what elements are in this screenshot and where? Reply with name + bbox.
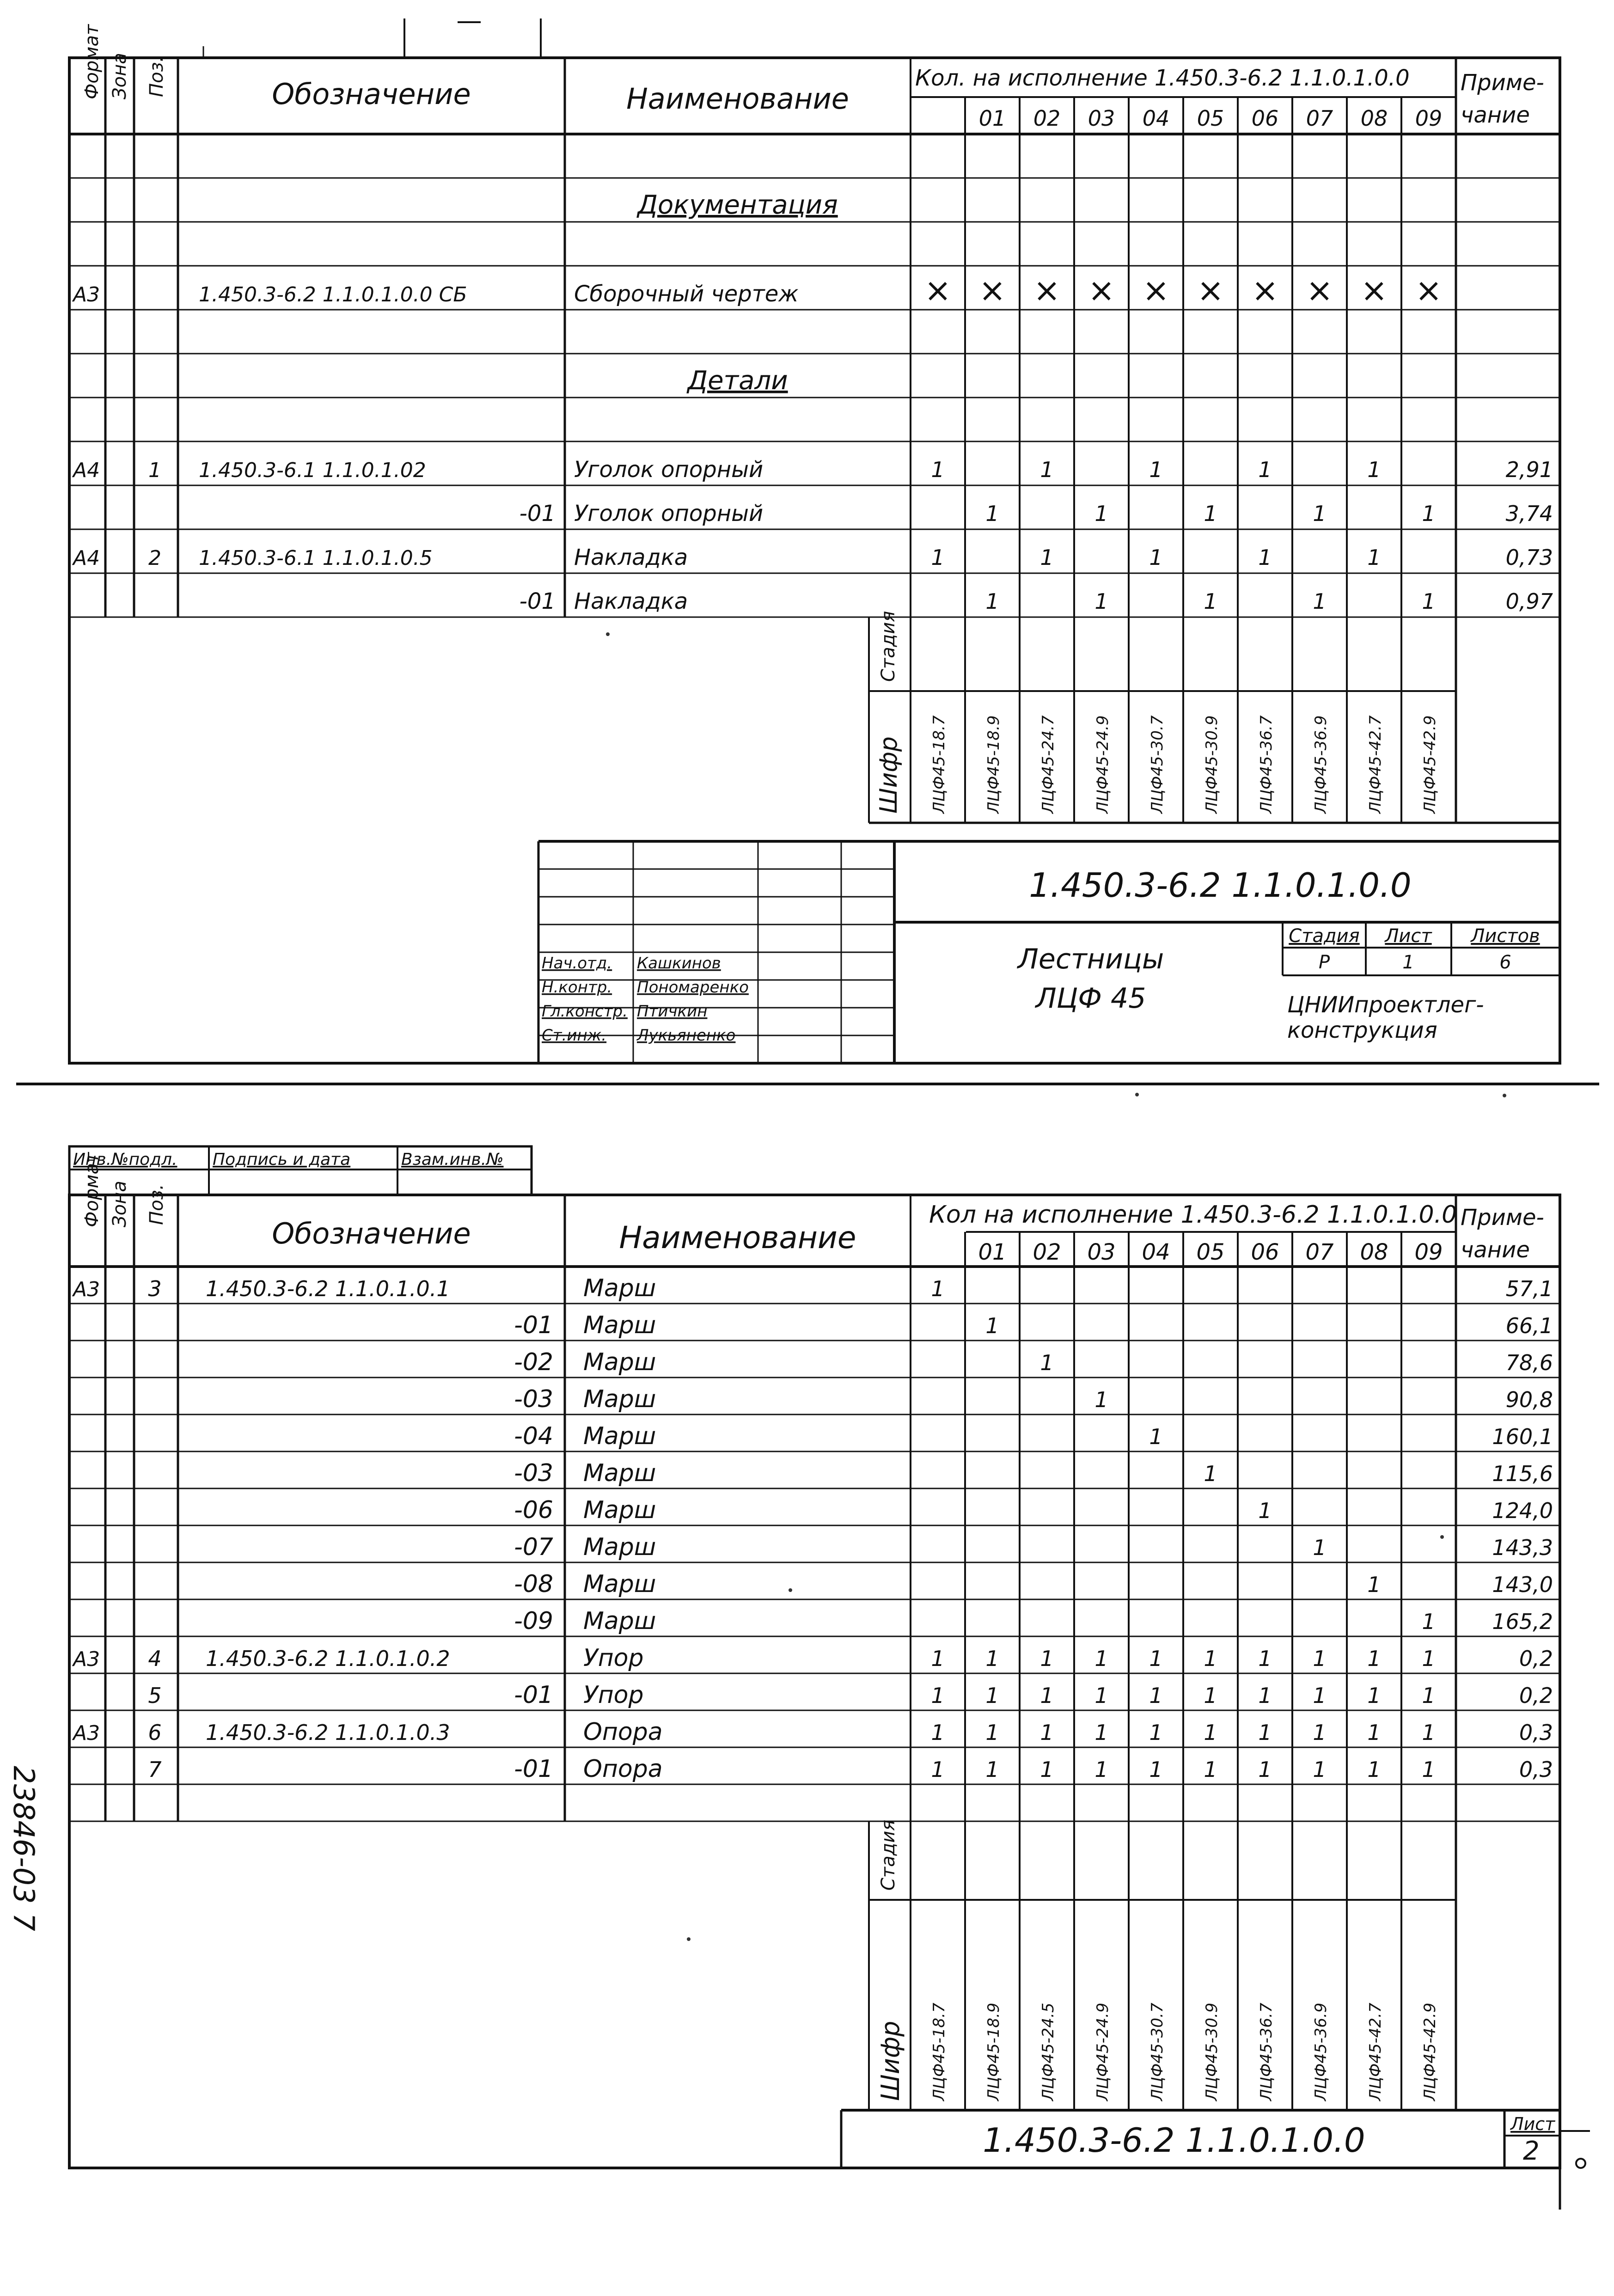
signature-role: Нач.отд. [542, 954, 612, 973]
row-name: Марш [583, 1496, 656, 1524]
header-name: Наименование [619, 1220, 856, 1255]
scan-speck [687, 1937, 691, 1941]
row-qty: 1 [1204, 1683, 1217, 1708]
row-qty: 1 [1422, 589, 1436, 614]
header-variant: 02 [1033, 1239, 1061, 1265]
header-note: чание [1461, 102, 1530, 128]
row-qty: 1 [1422, 1683, 1436, 1708]
signature-name: Птичкин [637, 1002, 708, 1021]
signature-name: Кашкинов [637, 954, 721, 973]
row-note: 143,3 [1492, 1535, 1553, 1560]
row-designation: -01 [519, 588, 556, 614]
row-qty: 1 [931, 457, 945, 482]
header-format: Формат [81, 1152, 103, 1227]
row-qty: 1 [1367, 457, 1381, 482]
header-zone: Зона [109, 1181, 130, 1227]
row-name: Марш [583, 1385, 656, 1413]
row-qty: 1 [1204, 1646, 1217, 1671]
cipher-value: ЛЦФ45-30.7 [1148, 2002, 1167, 2101]
row-designation: 1.450.3-6.2 1.1.0.1.0.2 [206, 1646, 450, 1671]
row-qty: 1 [931, 1276, 945, 1301]
cipher-value: ЛЦФ45-42.7 [1366, 2002, 1385, 2101]
row-qty: 1 [1040, 1683, 1054, 1708]
row-qty: 1 [1313, 1683, 1327, 1708]
row-qty: 1 [1149, 1646, 1163, 1671]
row-qty: 1 [1204, 1757, 1217, 1782]
row-designation: 1.450.3-6.2 1.1.0.1.0.1 [206, 1276, 450, 1301]
row-qty: 1 [1422, 1609, 1436, 1634]
row-qty: 1 [1204, 1720, 1217, 1745]
cipher-label: Шифр [876, 2020, 905, 2101]
row-qty: 1 [1422, 501, 1436, 526]
row-qty: 1 [1258, 1646, 1272, 1671]
row-qty: × [1306, 271, 1333, 309]
header-qty-title: Кол. на исполнение 1.450.3-6.2 1.1.0.1.0.0 [915, 65, 1410, 91]
row-qty: 1 [1094, 589, 1108, 614]
row-pos: 1 [148, 459, 161, 482]
cipher-value: ЛЦФ45-30.7 [1148, 715, 1167, 814]
row-name: Марш [583, 1348, 656, 1376]
inv-orig-label: Инв.№подл. [73, 1150, 177, 1169]
header-variant: 09 [1415, 106, 1443, 131]
sheet-header: Лист [1385, 925, 1432, 947]
row-qty: 1 [1040, 1720, 1054, 1745]
row-qty: 1 [1149, 1424, 1163, 1449]
org-line1: ЦНИИпроектлег- [1287, 992, 1484, 1018]
row-note: 143,0 [1492, 1572, 1553, 1597]
row-name: Марш [583, 1459, 656, 1487]
row-note: 124,0 [1492, 1498, 1553, 1523]
scan-speck [789, 1588, 792, 1592]
scan-speck [1503, 1094, 1506, 1097]
header-zone: Зона [109, 53, 130, 99]
row-qty: 1 [985, 1683, 999, 1708]
row-name: Марш [583, 1533, 656, 1561]
row-designation: -01 [519, 501, 556, 527]
cipher-value: ЛЦФ45-24.9 [1094, 2002, 1112, 2101]
cipher-value: ЛЦФ45-36.7 [1257, 2002, 1276, 2101]
signature-role: Гл.констр. [542, 1002, 628, 1021]
signature-role: Н.контр. [542, 978, 612, 997]
row-qty: 1 [1367, 1757, 1381, 1782]
cipher-value: ЛЦФ45-18.9 [984, 2002, 1003, 2101]
row-qty: 1 [931, 1683, 945, 1708]
row-designation: -01 [514, 1311, 553, 1339]
row-note: 0,2 [1519, 1646, 1553, 1671]
row-qty: 1 [1040, 1350, 1054, 1375]
scan-speck [606, 632, 610, 636]
row-qty: 1 [1094, 1683, 1108, 1708]
row-qty: 1 [1258, 1757, 1272, 1782]
row-format: А3 [73, 1721, 100, 1745]
row-name: Накладка [574, 545, 688, 570]
row-qty: × [1088, 271, 1115, 309]
sheet-label: Лист [1510, 2114, 1555, 2134]
row-qty: 1 [985, 1313, 999, 1338]
sign-date-label: Подпись и дата [213, 1150, 351, 1169]
header-variant: 03 [1087, 1239, 1116, 1265]
row-name: Упор [583, 1644, 644, 1672]
row-qty: 1 [931, 545, 945, 570]
cipher-value: ЛЦФ45-42.9 [1421, 2002, 1439, 2101]
row-note: 0,2 [1519, 1683, 1553, 1708]
row-qty: 1 [1040, 457, 1054, 482]
header-variant: 04 [1142, 106, 1170, 131]
row-name: Опора [583, 1718, 663, 1746]
header-variant: 05 [1196, 1239, 1225, 1265]
row-qty: 1 [1149, 1720, 1163, 1745]
row-qty: 1 [1040, 1646, 1054, 1671]
header-variant: 05 [1197, 106, 1224, 131]
row-qty: 1 [1040, 545, 1054, 570]
row-note: 0,97 [1505, 589, 1553, 614]
cipher-value: ЛЦФ45-36.7 [1257, 715, 1276, 814]
row-format: А4 [73, 459, 100, 482]
cipher-value: ЛЦФ45-18.7 [930, 2002, 948, 2101]
doc-number: 1.450.3-6.2 1.1.0.1.0.0 [983, 2121, 1365, 2160]
row-qty: 1 [1204, 501, 1217, 526]
row-qty: × [1415, 271, 1443, 309]
row-qty: 1 [1313, 501, 1327, 526]
header-variant: 08 [1360, 106, 1388, 131]
row-designation: 1.450.3-6.1 1.1.0.1.0.5 [199, 546, 433, 570]
header-name: Наименование [626, 82, 849, 116]
row-qty: 1 [1149, 1757, 1163, 1782]
row-qty: 1 [1422, 1646, 1436, 1671]
row-pos: 5 [148, 1683, 162, 1708]
row-qty: × [924, 271, 952, 309]
row-designation: 1.450.3-6.1 1.1.0.1.02 [199, 459, 426, 482]
row-qty: 1 [931, 1720, 945, 1745]
row-pos: 7 [148, 1757, 162, 1782]
header-variant: 01 [978, 1239, 1007, 1265]
stage-label: Стадия [878, 1819, 899, 1891]
row-qty: 1 [1313, 1646, 1327, 1671]
row-designation: -03 [514, 1459, 553, 1487]
row-qty: 1 [1422, 1757, 1436, 1782]
cipher-value: ЛЦФ45-36.9 [1312, 2002, 1330, 2101]
row-name: Марш [583, 1311, 656, 1339]
sheets-value: 6 [1499, 952, 1511, 973]
row-designation: -01 [514, 1755, 553, 1783]
row-note: 165,2 [1492, 1609, 1553, 1634]
header-note: чание [1461, 1237, 1530, 1263]
header-pos: Поз. [146, 56, 167, 97]
row-qty: × [1197, 271, 1224, 309]
row-note: 160,1 [1492, 1424, 1553, 1449]
row-pos: 4 [148, 1646, 162, 1671]
inv-subst-label: Взам.инв.№ [401, 1150, 504, 1169]
row-designation: -07 [514, 1533, 553, 1561]
header-variant: 01 [978, 106, 1006, 131]
header-variant: 04 [1142, 1239, 1170, 1265]
row-qty: 1 [1367, 1720, 1381, 1745]
row-qty: 1 [1258, 457, 1272, 482]
row-name: Сборочный чертеж [574, 281, 799, 307]
row-designation: -06 [514, 1496, 553, 1524]
row-qty: 1 [1204, 589, 1217, 614]
row-qty: 1 [1149, 1683, 1163, 1708]
row-qty: 1 [1313, 1757, 1327, 1782]
row-note: 66,1 [1505, 1313, 1553, 1338]
row-qty: 1 [985, 589, 999, 614]
row-qty: 1 [1422, 1720, 1436, 1745]
stage-value: Р [1318, 952, 1330, 973]
row-qty: 1 [1094, 1646, 1108, 1671]
margin-stamp: 23846-03 7 [7, 1766, 41, 1931]
row-note: 0,3 [1519, 1720, 1553, 1745]
header-variant: 03 [1088, 106, 1115, 131]
row-designation: -04 [514, 1422, 553, 1450]
row-name: Уголок опорный [574, 501, 764, 527]
row-qty: × [1033, 271, 1061, 309]
row-qty: × [1360, 271, 1388, 309]
title-line2: ЛЦФ 45 [1035, 982, 1146, 1015]
cipher-value: ЛЦФ45-18.9 [984, 715, 1003, 814]
row-format: А3 [73, 1647, 100, 1671]
row-designation: 1.450.3-6.2 1.1.0.1.0.0 СБ [199, 283, 467, 306]
doc-number: 1.450.3-6.2 1.1.0.1.0.0 [1029, 866, 1412, 905]
row-qty: 1 [1204, 1461, 1217, 1486]
signature-name: Лукьяненко [637, 1026, 736, 1045]
row-name: Упор [583, 1681, 644, 1709]
row-qty: 1 [985, 1720, 999, 1745]
cipher-value: ЛЦФ45-42.9 [1421, 715, 1439, 814]
header-variant: 08 [1360, 1239, 1388, 1265]
row-qty: 1 [1094, 1387, 1108, 1412]
row-name: Марш [583, 1274, 656, 1302]
cipher-value: ЛЦФ45-30.9 [1203, 2002, 1221, 2101]
row-note: 57,1 [1505, 1276, 1553, 1301]
row-name: Уголок опорный [574, 457, 764, 483]
cipher-value: ЛЦФ45-18.7 [930, 715, 948, 814]
row-designation: 1.450.3-6.2 1.1.0.1.0.3 [206, 1720, 450, 1745]
row-qty: 1 [931, 1757, 945, 1782]
row-note: 0,3 [1519, 1757, 1553, 1782]
row-designation: -02 [514, 1348, 553, 1376]
cipher-value: ЛЦФ45-42.7 [1366, 715, 1385, 814]
row-pos: 6 [148, 1720, 162, 1745]
cipher-value: ЛЦФ45-36.9 [1312, 715, 1330, 814]
row-designation: -09 [514, 1607, 553, 1635]
row-qty: 1 [1149, 457, 1163, 482]
header-note: Приме- [1461, 70, 1544, 96]
header-qty-title: Кол на исполнение 1.450.3-6.2 1.1.0.1.0.0 [929, 1201, 1457, 1229]
sheet-number: 2 [1523, 2136, 1540, 2166]
row-qty: 1 [985, 501, 999, 526]
row-format: А3 [73, 283, 100, 306]
row-format: А3 [73, 1278, 100, 1301]
row-qty: 1 [1258, 1720, 1272, 1745]
header-designation: Обозначение [272, 1217, 471, 1250]
scan-speck [1135, 1093, 1139, 1096]
row-pos: 3 [148, 1276, 162, 1301]
row-designation: -01 [514, 1681, 553, 1709]
row-note: 115,6 [1492, 1461, 1553, 1486]
signature-name: Пономаренко [637, 978, 749, 997]
header-format: Формат [81, 24, 103, 99]
row-qty: 1 [1094, 1757, 1108, 1782]
header-variant: 06 [1251, 1239, 1279, 1265]
header-pos: Поз. [146, 1184, 167, 1225]
row-qty: 1 [1367, 1572, 1381, 1597]
row-designation: -08 [514, 1570, 553, 1598]
row-qty: 1 [985, 1757, 999, 1782]
title-line1: Лестницы [1017, 943, 1164, 975]
row-qty: × [1251, 271, 1279, 309]
header-variant: 06 [1251, 106, 1279, 131]
row-qty: 1 [1367, 1646, 1381, 1671]
sheet-value: 1 [1402, 952, 1414, 973]
row-note: 90,8 [1505, 1387, 1553, 1412]
row-qty: 1 [1258, 1683, 1272, 1708]
row-qty: 1 [1149, 545, 1163, 570]
cipher-value: ЛЦФ45-24.9 [1094, 715, 1112, 814]
section-heading: Детали [687, 366, 788, 396]
row-qty: 1 [1313, 589, 1327, 614]
stage-header: Стадия [1289, 925, 1360, 947]
signature-role: Ст.инж. [542, 1026, 607, 1045]
row-qty: × [978, 271, 1006, 309]
row-qty: 1 [1367, 545, 1381, 570]
row-qty: 1 [1094, 1720, 1108, 1745]
header-variant: 07 [1305, 1239, 1334, 1265]
row-note: 3,74 [1505, 501, 1553, 526]
row-note: 0,73 [1505, 545, 1553, 570]
row-qty: 1 [985, 1646, 999, 1671]
row-qty: × [1142, 271, 1170, 309]
row-qty: 1 [1258, 1498, 1272, 1523]
row-qty: 1 [931, 1646, 945, 1671]
header-designation: Обозначение [272, 77, 471, 111]
row-name: Марш [583, 1570, 656, 1598]
row-name: Накладка [574, 588, 688, 614]
stage-label: Стадия [878, 611, 899, 682]
header-note: Приме- [1461, 1205, 1544, 1231]
row-qty: 1 [1258, 545, 1272, 570]
org-line2: конструкция [1287, 1017, 1437, 1043]
header-variant: 07 [1306, 106, 1333, 131]
row-qty: 1 [1313, 1535, 1327, 1560]
row-pos: 2 [148, 546, 161, 570]
row-designation: -03 [514, 1385, 553, 1413]
header-variant: 09 [1414, 1239, 1443, 1265]
cipher-value: ЛЦФ45-30.9 [1203, 715, 1221, 814]
header-variant: 02 [1033, 106, 1061, 131]
cipher-value: ЛЦФ45-24.5 [1039, 2002, 1058, 2101]
row-qty: 1 [1094, 501, 1108, 526]
row-name: Марш [583, 1422, 656, 1450]
cipher-value: ЛЦФ45-24.7 [1039, 715, 1058, 814]
row-note: 2,91 [1505, 457, 1553, 482]
row-qty: 1 [1040, 1757, 1054, 1782]
sheets-header: Листов [1471, 925, 1540, 947]
cipher-label: Шифр [875, 736, 903, 814]
row-qty: 1 [1313, 1720, 1327, 1745]
row-qty: 1 [1367, 1683, 1381, 1708]
scan-speck [1440, 1535, 1444, 1539]
row-name: Марш [583, 1607, 656, 1635]
row-format: А4 [73, 546, 100, 570]
row-note: 78,6 [1505, 1350, 1553, 1375]
row-name: Опора [583, 1755, 663, 1783]
section-heading: Документация [637, 190, 838, 220]
